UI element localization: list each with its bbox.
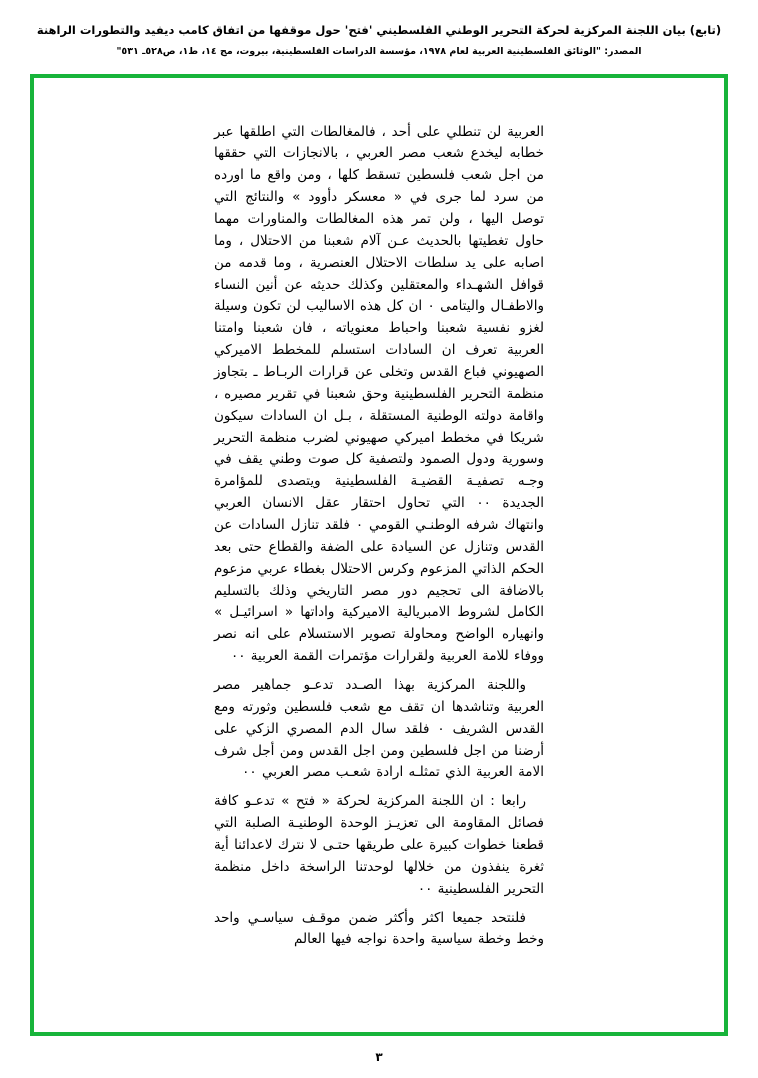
body-paragraph: رابعا : ان اللجنة المركزية لحركة « فتح » تدعـو كافة فصائل المقاومة الى تعزيـز الوحدة الوطنيـة الصلبة التي قطعنا خطوات كبيرة على طريقها حتـى لا نترك لاعدائنا أية ثغرة ينفذون من خلالها لوحدتنا الراسخة داخل منظمة التحرير الفلسطينية ٠٠ [214,793,544,897]
page-number: ٣ [375,1050,383,1064]
body-text-column [214,122,544,952]
page-header [0,0,758,60]
document-source: المصدر: "الوثائق الفلسطينية العربية لعام ١٩٧٨، مؤسسة الدراسات الفلسطينية، بيروت، مج ١٤، ط١، ص٥٢٨ـ ٥٣١" [116,46,642,58]
page-footer [0,1036,758,1078]
green-border-frame [30,74,728,1037]
frame-content [34,78,724,1033]
document-title: (تابع) بيان اللجنة المركزية لحركة التحرير الوطني الفلسطيني 'فتح' حول موقفها من اتفاق كامب ديفيد والتطورات الراهنة [36,23,722,37]
body-paragraph: العربية لن تنطلي على أحد ، فالمغالطات التي اطلقها عبر خطابه ليخدع شعب مصر العربي ، بالانجازات التي حققها من اجل شعب فلسطين تسقط كلها ، ومن واقع ما اورده من سرد لما جرى في « معسكر دأوود » والنتائج التي توصل اليها ، ولن تمر هذه المغالطات والمناورات مهما حاول تغطيتها بالحديث عـن آلام شعبنا من الاحتلال ، وما اصابه على يد سلطات الاحتلال العنصرية ، وما قدمه من قوافل الشهـداء والمعتقلين وكذلك حديثه عن أنين النساء والاطفـال واليتامى ٠ ان كل هذه الاساليب لن تكون وسيلة لغزو نفسية شعبنا واحباط معنوياته ، فان شعبنا وامتنا العربية تعرف ان السادات استسلم للمخطط الاميركي الصهيوني فباع القدس وتخلى عن قرارات الربـاط ـ بتجاوز منظمة التحرير الفلسطينية وحق شعبنا في تقرير مصيره ، واقامة دولته الوطنية المستقلة ، بـل ان السادات سيكون شريكا في مخطط اميركي صهيوني لضرب منظمة التحرير وسورية ودول الصمود ولتصفية كل صوت وطني يقف في وجـه تصفيـة القضيـة الفلسطينية ويتصدى للمؤامرة الجديدة ٠٠ التي تحاول احتقار عقل الانسان العربي وانتهاك شرفه الوطنـي القومي ٠ فلقد تنازل السادات عن القدس وتنازل عن السيادة على الضفة والقطاع حتى بعد الحكم الذاتي المزعوم وكرس الاحتلال بغطاء عربي مزعوم بالاضافة الى تحجيم دور مصر التاريخي وذلك بالتسليم الكامل لشروط الامبريالية الاميركية واداتها « اسرائيـل » وانهياره الواضح ومحاولة تصوير الاستسلام على انه نصر ووفاء للامة العربية ولقرارات مؤتمرات القمة العربية ٠٠ [214,123,545,665]
body-paragraph: واللجنة المركزية بهذا الصـدد تدعـو جماهير مصر العربية وتناشدها ان تقف مع شعب فلسطين وثورته ومع القدس الشريف ٠ فلقد سال الدم المصري الزكي على أرضنا من اجل فلسطين ومن اجل القدس ومن أجل شرف الامة العربية الذي تمثلـه ارادة شعـب مصر العربي ٠٠ [214,676,544,781]
body-paragraph: فلنتحد جميعا اكثر وأكثر ضمن موقـف سياسـي واحد وخط وخطة سياسية واحدة نواجه فيها العالم [214,909,544,948]
